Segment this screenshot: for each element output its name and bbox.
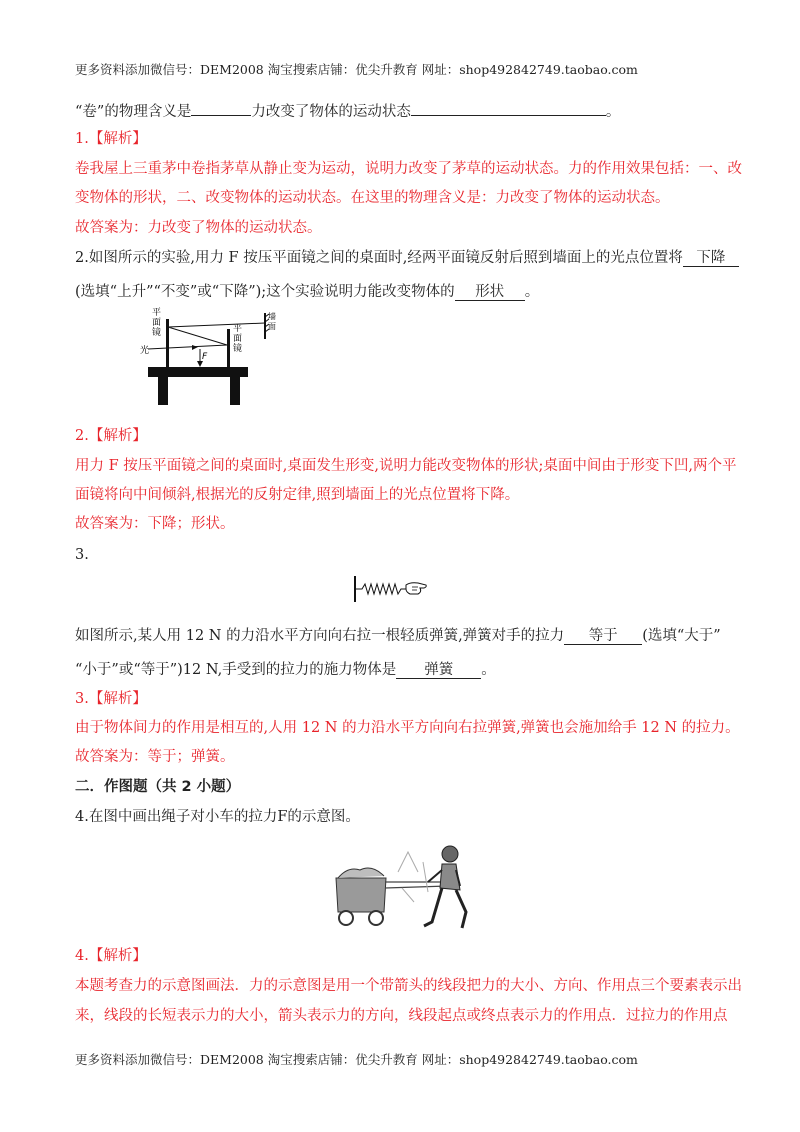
q1-blank-2 — [411, 99, 606, 116]
q3-text-1: 如图所示,某人用 12 N 的力沿水平方向向右拉一根轻质弹簧,弹簧对手的拉力 — [75, 628, 565, 644]
label-mirror-1-a: 平 — [152, 308, 162, 318]
q2-blank-1: 下降 — [683, 250, 739, 267]
q3-answer: 故答案为：等于；弹簧。 — [75, 749, 235, 765]
person-legs — [424, 888, 466, 928]
label-wall-b: 面 — [268, 322, 276, 331]
q2-blank-2: 形状 — [455, 284, 525, 301]
q2-analysis-title: 2.【解析】 — [75, 428, 147, 444]
label-light: 光 — [140, 346, 150, 356]
q3-text-1-end: (选填“大于” — [642, 628, 721, 644]
q4-analysis-line-1: 本题考查力的示意图画法．力的示意图是用一个带箭头的线段把力的大小、方向、作用点三个要素表示出 — [75, 978, 742, 994]
q1-blank-1 — [191, 99, 251, 116]
q3-text-2: “小于”或“等于”)12 N,手受到的拉力的施力物体是 — [75, 662, 397, 678]
page-footer: 更多资料添加微信号：DEM2008 淘宝搜索店铺：优尖升教育 网址：shop492842749.taobao.com — [75, 1052, 638, 1067]
label-mirror-2-c: 镜 — [233, 344, 243, 354]
table-leg-left — [158, 377, 168, 405]
mirror-experiment-figure — [138, 305, 278, 409]
q2-line-2 — [75, 281, 732, 303]
q4-analysis-title: 4.【解析】 — [75, 948, 147, 964]
q2-analysis-line-1: 用力 F 按压平面镜之间的桌面时,桌面发生形变,说明力能改变物体的形状;桌面中间由于形变下凹,两个平 — [75, 458, 737, 474]
cart-wheel-right — [369, 911, 383, 925]
page-header: 更多资料添加微信号：DEM2008 淘宝搜索店铺：优尖升教育 网址：shop492842749.taobao.com — [75, 62, 638, 77]
q3-analysis-title: 3.【解析】 — [75, 691, 147, 707]
cart-pulling-figure — [328, 842, 474, 934]
q1-analysis-line-1: 卷我屋上三重茅中卷指茅草从静止变为运动，说明力改变了茅草的运动状态。力的作用效果包括：一、改 — [75, 161, 742, 177]
q2-text-2: (选填“上升”“不变”或“下降”);这个实验说明力能改变物体的 — [75, 284, 455, 300]
q2-text-2-end: 。 — [524, 284, 540, 300]
table-top — [148, 367, 248, 377]
q3-number: 3. — [75, 547, 89, 563]
q3-line-1 — [75, 625, 732, 647]
label-mirror-2-a: 平 — [233, 324, 243, 334]
q1-line — [75, 99, 732, 123]
spring — [355, 584, 406, 594]
q1-text-end: 。 — [605, 104, 621, 120]
label-mirror-2-b: 面 — [233, 334, 243, 344]
cart-wheel-left — [339, 911, 353, 925]
q4-line: 4.在图中画出绳子对小车的拉力F的示意图。 — [75, 809, 360, 825]
q3-analysis-line-1: 由于物体间力的作用是相互的,人用 12 N 的力沿水平方向向右拉弹簧,弹簧也会施加给手 12 N 的拉力。 — [75, 720, 740, 736]
hand-icon — [406, 583, 426, 594]
cart-body — [336, 878, 386, 912]
label-mirror-1-b: 面 — [152, 318, 162, 328]
q3-blank-2: 弹簧 — [396, 662, 481, 679]
cart-load — [338, 868, 384, 878]
q3-blank-1: 等于 — [564, 628, 642, 645]
section-2-title: 二．作图题（共 2 小题） — [75, 779, 241, 795]
label-mirror-1-c: 镜 — [152, 328, 162, 338]
label-force: F — [202, 352, 208, 362]
q1-text-start: “卷”的物理含义是 — [75, 104, 192, 120]
q1-answer: 故答案为：力改变了物体的运动状态。 — [75, 220, 322, 236]
q1-text-mid: 力改变了物体的运动状态 — [251, 104, 411, 120]
q2-answer: 故答案为：下降；形状。 — [75, 516, 235, 532]
table-leg-right — [230, 377, 240, 405]
label-wall-a: 墙 — [268, 312, 276, 321]
q2-line-1 — [75, 247, 732, 269]
mirror-left — [166, 319, 169, 367]
spring-hand-figure — [352, 573, 428, 605]
q3-line-2 — [75, 659, 732, 681]
person-head — [442, 846, 458, 862]
q2-text-1: 2.如图所示的实验,用力 F 按压平面镜之间的桌面时,经两平面镜反射后照到墙面上的光点位置将 — [75, 250, 683, 266]
q2-analysis-line-2: 面镜将向中间倾斜,根据光的反射定律,照到墙面上的光点位置将下降。 — [75, 487, 520, 503]
q1-analysis-title: 1.【解析】 — [75, 131, 147, 147]
q1-analysis-line-2: 变物体的形状，二、改变物体的运动状态。在这里的物理含义是：力改变了物体的运动状态。 — [75, 190, 670, 206]
q4-analysis-line-2: 来，线段的长短表示力的大小，箭头表示力的方向，线段起点或终点表示力的作用点．过拉力的作用点 — [75, 1008, 728, 1024]
mirror-right — [227, 329, 230, 367]
light-path — [148, 323, 265, 349]
q3-text-2-end: 。 — [481, 662, 496, 678]
